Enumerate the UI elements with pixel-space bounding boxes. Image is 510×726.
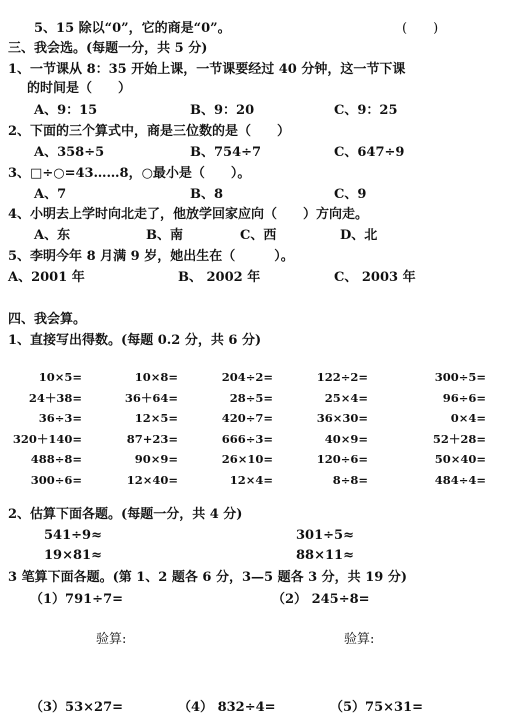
- choice-q1-option-a: A、9：15: [34, 103, 98, 118]
- choice-q4-option-d: D、北: [340, 228, 378, 243]
- estimate-2: 301÷5≈: [296, 528, 354, 543]
- choice-q4-option-b: B、南: [146, 228, 183, 243]
- tf-item-5: 5、15 除以“0”，它的商是“0”。: [34, 21, 231, 36]
- mental-math-item: 52＋28=: [432, 431, 486, 446]
- calc-sub1-title: 1、直接写出得数。(每题 0.2 分，共 6 分): [8, 333, 262, 348]
- mental-math-item: 122÷2=: [316, 370, 368, 384]
- choice-q1-option-b: B、9：20: [190, 103, 255, 118]
- choice-q3-option-b: B、8: [190, 187, 224, 202]
- choice-q5-option-b: B、 2002 年: [178, 270, 261, 285]
- choice-q1-text: 1、一节课从 8：35 开始上课，一节课要经过 40 分钟，这一节下课: [8, 62, 406, 77]
- section-calc-title: 四、我会算。: [8, 312, 87, 327]
- choice-q2-text: 2、下面的三个算式中，商是三位数的是（ ）: [8, 124, 291, 139]
- choice-q3-option-c: C、9: [334, 187, 367, 202]
- mental-math-item: 24＋38=: [28, 390, 82, 405]
- check-label-2: 验算:: [344, 632, 375, 647]
- written-q3: （3）53×27=: [30, 700, 124, 715]
- choice-q4-text: 4、小明去上学时向北走了，他放学回家应向（ ）方向走。: [8, 207, 369, 222]
- written-q4: （4） 832÷4=: [178, 700, 276, 715]
- written-q2: （2） 245÷8=: [272, 592, 370, 607]
- mental-math-item: 420÷7=: [221, 411, 273, 425]
- calc-sub2-title: 2、估算下面各题。(每题一分，共 4 分): [8, 507, 243, 522]
- estimate-3: 19×81≈: [44, 548, 102, 563]
- choice-q1-option-c: C、9：25: [334, 103, 398, 118]
- mental-math-item: 36×30=: [316, 411, 368, 425]
- mental-math-item: 10×8=: [134, 370, 178, 384]
- mental-math-item: 8÷8=: [332, 472, 368, 487]
- mental-math-item: 300÷5=: [434, 370, 486, 384]
- check-label-1: 验算:: [96, 632, 127, 647]
- mental-math-item: 484÷4=: [434, 472, 486, 487]
- mental-math-item: 204÷2=: [221, 370, 273, 384]
- choice-q1-text-cont: 的时间是（ ）: [27, 81, 132, 96]
- choice-q2-option-c: C、647÷9: [334, 145, 405, 160]
- mental-math-item: 50×40=: [434, 452, 486, 466]
- mental-math-item: 26×10=: [221, 452, 273, 466]
- estimate-4: 88×11≈: [296, 548, 354, 563]
- mental-math-item: 40×9=: [324, 431, 368, 446]
- choice-q2-option-b: B、754÷7: [190, 145, 262, 160]
- choice-q5-option-a: A、2001 年: [8, 270, 85, 285]
- choice-q5-text: 5、李明今年 8 月满 9 岁，她出生在（ ）。: [8, 249, 294, 264]
- written-q1: （1）791÷7=: [30, 592, 124, 607]
- calc-sub3-title: 3 笔算下面各题。(第 1、2 题各 6 分，3—5 题各 3 分，共 19 分): [8, 570, 407, 585]
- mental-math-item: 0×4=: [450, 411, 486, 425]
- mental-math-item: 36÷3=: [38, 411, 82, 425]
- mental-math-item: 96÷6=: [442, 390, 486, 405]
- mental-math-item: 12×40=: [126, 472, 178, 487]
- tf-answer-paren: ( ): [402, 21, 439, 36]
- mental-math-item: 120÷6=: [316, 452, 368, 466]
- mental-math-item: 320＋140=: [12, 431, 82, 446]
- mental-math-item: 25×4=: [324, 390, 368, 405]
- mental-math-item: 90×9=: [134, 452, 178, 466]
- choice-q4-option-c: C、西: [240, 228, 277, 243]
- written-q5: （5）75×31=: [330, 700, 424, 715]
- mental-math-item: 10×5=: [38, 370, 82, 384]
- mental-math-item: 666÷3=: [221, 431, 273, 446]
- mental-math-item: 488÷8=: [30, 452, 82, 466]
- choice-q4-option-a: A、东: [34, 228, 71, 243]
- mental-math-item: 12×4=: [229, 472, 273, 487]
- mental-math-item: 28÷5=: [229, 390, 273, 405]
- estimate-1: 541÷9≈: [44, 528, 102, 543]
- choice-q2-option-a: A、358÷5: [34, 145, 105, 160]
- mental-math-item: 87+23=: [126, 431, 178, 446]
- mental-math-item: 12×5=: [134, 411, 178, 425]
- choice-q3-option-a: A、7: [34, 187, 67, 202]
- section-choice-title: 三、我会选。(每题一分，共 5 分): [8, 41, 208, 56]
- choice-q3-text: 3、□÷○=43……8，○最小是（ ）。: [8, 166, 251, 181]
- mental-math-item: 300÷6=: [30, 472, 82, 487]
- choice-q5-option-c: C、 2003 年: [334, 270, 416, 285]
- mental-math-item: 36＋64=: [124, 390, 178, 405]
